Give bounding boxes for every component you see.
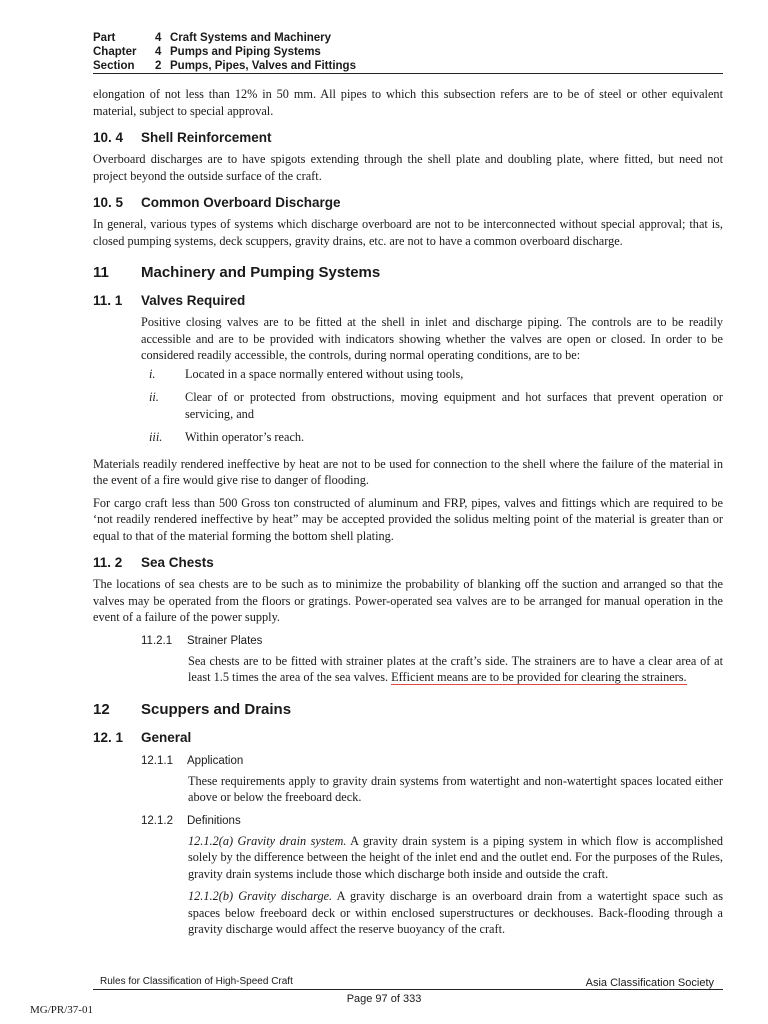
section-number: 10. 4 — [93, 130, 124, 145]
definition-gravity-discharge — [188, 888, 723, 938]
subsection-number: 12.1.1 — [141, 754, 173, 767]
requirements-list — [141, 366, 723, 446]
section-title: Shell Reinforcement — [141, 130, 272, 145]
list-item — [141, 389, 723, 422]
header-title: Craft Systems and Machinery — [170, 32, 332, 44]
header-part-row — [93, 31, 723, 45]
list-item-text: Located in a space normally entered without using tools, — [185, 366, 464, 381]
subsection-heading-11-2-1 — [141, 634, 723, 649]
list-item — [141, 366, 723, 383]
subsection-number: 11.2.1 — [141, 634, 173, 647]
footer-organization: Asia Classification Society — [585, 977, 714, 989]
subsection-title: Definitions — [187, 814, 241, 827]
header-label: Section — [93, 60, 135, 72]
section-heading-10-5 — [93, 194, 723, 211]
section-number: 10. 5 — [93, 195, 124, 210]
definition-text: A gravity drain system is a piping system in which flow is accomplished solely by the difference between the height of the inlet end and the outlet end. For the purposes of the Rules, gravity drain systems include those which discharge both inside and outside the craft. — [188, 833, 723, 881]
chapter-number: 11 — [93, 264, 109, 281]
section-heading-10-4 — [93, 129, 723, 146]
page-number: Page 97 of 333 — [346, 993, 422, 1005]
spellcheck-underlined-text: Efficient means are to be provided for clearing the strainers. — [391, 670, 687, 684]
header-label: Chapter — [93, 46, 137, 58]
header-label: Part — [93, 32, 116, 44]
subsection-title: Application — [187, 754, 244, 767]
section-11-1-paragraph-3: For cargo craft less than 500 Gross ton constructed of aluminum and FRP, pipes, valves and fittings which are required to be ‘not readily rendered ineffective by heat” may be accepted provided the solidus melting point of the material is greater than or equal to that of the material forming the bottom shell plating. — [93, 495, 723, 543]
chapter-heading-12 — [93, 700, 723, 719]
chapter-title: Machinery and Pumping Systems — [141, 264, 381, 281]
intro-paragraph: elongation of not less than 12% in 50 mm. All pipes to which this subsection refers are to be of steel or other equivalent material, subject to special approval. — [93, 87, 723, 118]
subsection-heading-12-1-1 — [141, 754, 723, 769]
running-header — [93, 31, 723, 73]
section-11-1-paragraph-2: Materials readily rendered ineffective by heat are not to be used for connection to the shell where the failure of the material in the event of a fire would give rise to danger of flooding. — [93, 456, 723, 487]
definition-text: A gravity discharge is an overboard drain from a watertight space such as spaces below freeboard deck or within enclosed superstructures or deckhouses. Back-flooding through a gravity discharge would affect the reserve buoyancy of the craft. — [188, 889, 723, 936]
list-marker: ii. — [149, 390, 159, 404]
section-11-1-text: Positive closing valves are to be fitted at the shell in inlet and discharge piping. The controls are to be readily accessible and are to be provided with indicators showing whether the valves are open or closed. In order to be considered readily accessible, the controls, during normal operating conditions, are to be: — [141, 315, 723, 362]
page-content — [93, 86, 723, 944]
subsection-12-1-1-text: These requirements apply to gravity drain systems from watertight and non-watertight spaces located either above or below the freeboard deck. — [188, 773, 723, 804]
section-title: General — [141, 729, 192, 745]
section-number: 12. 1 — [93, 729, 124, 745]
chapter-heading-11 — [93, 263, 723, 282]
list-item-text: Clear of or protected from obstructions, moving equipment and hot surfaces that prevent operation or servicing, and — [185, 390, 723, 421]
section-number: 11. 1 — [93, 293, 123, 308]
document-reference: MG/PR/37-01 — [30, 1004, 93, 1016]
header-chapter-row — [93, 45, 723, 59]
header-divider — [93, 73, 723, 74]
definition-label: 12.1.2(a) Gravity drain system. — [188, 833, 347, 848]
header-number: 4 — [155, 32, 162, 44]
chapter-title: Scuppers and Drains — [141, 700, 292, 718]
section-11-2-text: The locations of sea chests are to be such as to minimize the probability of blanking off the suction and arranged so that the valves may be operated from the floors or gratings. Power-operated sea valves are to be arranged for manual operation in the event of a failure of the power supply. — [93, 577, 723, 624]
subsection-heading-12-1-2 — [141, 814, 723, 829]
footer-document-title: Rules for Classification of High-Speed Craft — [100, 976, 293, 987]
header-section-row — [93, 59, 723, 73]
subsection-number: 12.1.2 — [141, 814, 173, 827]
section-title: Valves Required — [141, 293, 246, 308]
header-title: Pumps, Pipes, Valves and Fittings — [170, 60, 356, 72]
list-marker: i. — [149, 366, 156, 381]
section-10-5-text: In general, various types of systems which discharge overboard are not to be interconnected without special approval; that is, closed pumping systems, deck scuppers, gravity drains, etc. are not to have a common overboard discharge. — [93, 217, 723, 248]
subsection-title: Strainer Plates — [187, 634, 263, 647]
section-number: 11. 2 — [93, 555, 123, 570]
list-marker: iii. — [149, 430, 163, 444]
header-title: Pumps and Piping Systems — [170, 46, 321, 58]
chapter-number: 12 — [93, 700, 110, 718]
list-item-text: Within operator’s reach. — [185, 430, 305, 444]
subsection-11-2-1-text — [188, 653, 723, 686]
definition-label: 12.1.2(b) Gravity discharge. — [188, 889, 333, 903]
section-heading-12-1 — [93, 729, 723, 746]
footer-divider — [93, 989, 723, 990]
definition-gravity-drain-system — [188, 833, 723, 883]
header-number: 2 — [155, 60, 162, 72]
section-title: Sea Chests — [141, 555, 214, 570]
list-item — [141, 429, 723, 446]
section-title: Common Overboard Discharge — [141, 195, 341, 210]
header-number: 4 — [155, 46, 162, 58]
section-heading-11-1 — [93, 292, 723, 309]
strainer-text: Sea chests are to be fitted with strainer plates at the craft’s side. The strainers are to have a clear area of at least 1.5 times the area of the sea valves. — [188, 653, 723, 684]
section-10-4-text: Overboard discharges are to have spigots extending through the shell plate and doubling plate, where fitted, but need not project beyond the outside surface of the craft. — [93, 152, 723, 183]
section-heading-11-2 — [93, 554, 723, 571]
